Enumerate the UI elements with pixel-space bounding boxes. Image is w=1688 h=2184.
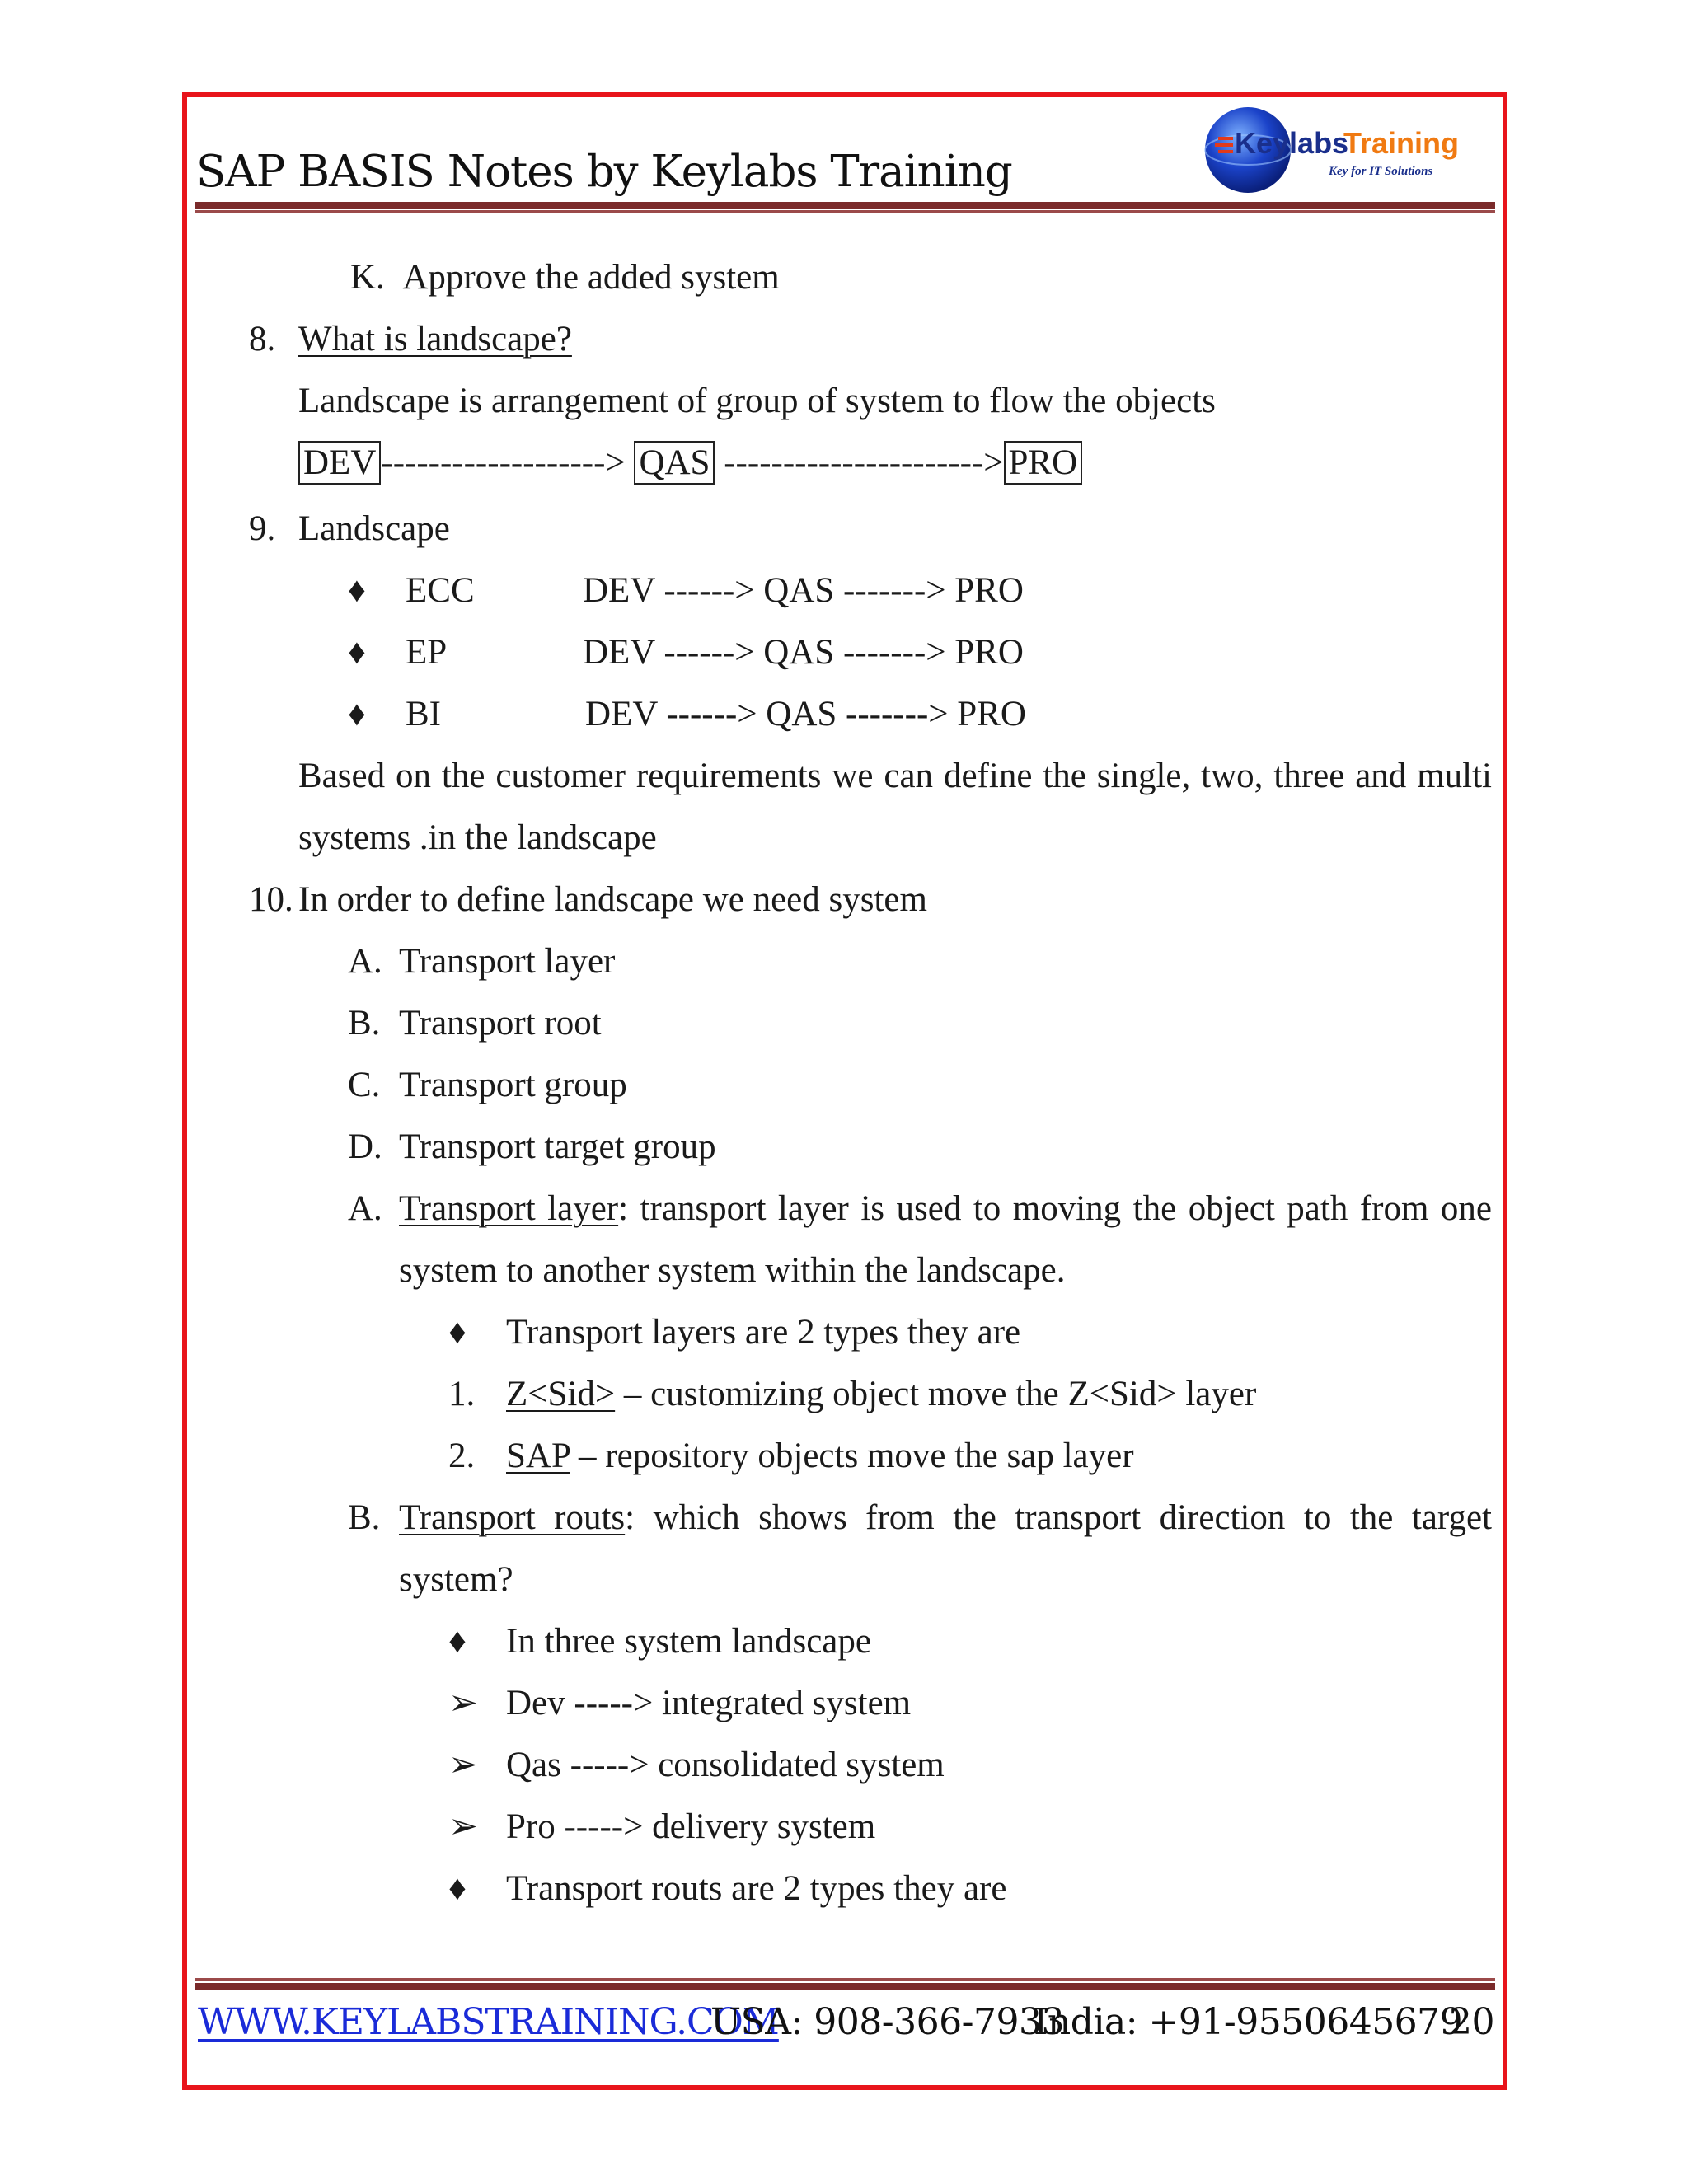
- header-rule: [195, 202, 1495, 213]
- layer-label: A.: [348, 1189, 382, 1228]
- system-item: ➢ Dev -----> integrated system: [448, 1684, 912, 1722]
- q9-title: Landscape: [298, 509, 450, 548]
- layer-type-item: 1. Z<Sid> – customizing object move the Z<Sid> layer: [448, 1375, 1257, 1413]
- q10-title: In order to define landscape we need system: [298, 880, 927, 919]
- routs-types: ♦ Transport routs are 2 types they are: [448, 1869, 1007, 1908]
- q8-body: Landscape is arrangement of group of system to flow the objects: [298, 382, 1216, 420]
- routs-label: B.: [348, 1498, 381, 1537]
- q9-number: 9.: [249, 509, 276, 548]
- need-item: B. Transport root: [348, 1004, 602, 1043]
- landscape-row: ♦ ECC DEV ------> QAS -------> PRO: [348, 571, 1024, 610]
- diamond-icon: ♦: [348, 633, 366, 672]
- page-header-title: SAP BASIS Notes by Keylabs Training: [196, 147, 1012, 197]
- layer-types: ♦ Transport layers are 2 types they are: [448, 1313, 1021, 1352]
- keylabs-logo: [1197, 99, 1461, 196]
- logo-word-training: Training: [1343, 126, 1460, 160]
- india-phone: India: +91-9550645679: [1034, 2001, 1463, 2043]
- three-system-item: ♦ In three system landscape: [448, 1622, 871, 1661]
- pro-box: PRO: [1004, 441, 1083, 485]
- arrow-bullet-icon: ➢: [448, 1807, 479, 1846]
- q10-number: 10.: [249, 880, 293, 919]
- logo-tagline: Key for IT Solutions: [1329, 165, 1433, 178]
- dev-box: DEV: [298, 441, 381, 485]
- website-link[interactable]: WWW.KEYLABSTRAINING.COM: [198, 2001, 779, 2043]
- need-item: C. Transport group: [348, 1066, 627, 1104]
- flow-arrow-1: ------------------->: [381, 443, 626, 482]
- arrow-bullet-icon: ➢: [448, 1684, 479, 1722]
- routs-line-2: system?: [399, 1560, 513, 1599]
- logo-word-keylabs: Keylabs: [1235, 126, 1349, 160]
- need-item: A. Transport layer: [348, 942, 616, 981]
- system-item: ➢ Qas -----> consolidated system: [448, 1746, 945, 1784]
- footer-rule: [195, 1978, 1495, 1990]
- q8-title: What is landscape?: [298, 320, 572, 359]
- diamond-icon: ♦: [348, 695, 366, 733]
- item-k: K. Approve the added system: [350, 258, 780, 297]
- q8-number: 8.: [249, 320, 276, 359]
- qas-box: QAS: [634, 441, 715, 485]
- diamond-icon: ♦: [348, 571, 366, 610]
- need-item: D. Transport target group: [348, 1127, 716, 1166]
- landscape-row: ♦ EP DEV ------> QAS -------> PRO: [348, 633, 1024, 672]
- layer-term: Transport layer: [399, 1189, 619, 1228]
- page-number: 20: [1449, 2001, 1494, 2043]
- diamond-icon: ♦: [448, 1622, 467, 1661]
- based-line-2: systems .in the landscape: [298, 818, 657, 857]
- based-line-1: Based on the customer requirements we can define the single, two, three and multi: [298, 757, 1492, 795]
- diamond-icon: ♦: [448, 1869, 467, 1908]
- system-item: ➢ Pro -----> delivery system: [448, 1807, 876, 1846]
- routs-term: Transport routs: [399, 1498, 626, 1537]
- layer-line-2: system to another system within the landscape.: [399, 1251, 1066, 1290]
- routs-line-1: Transport routs: which shows from the transport direction to the target: [399, 1498, 1492, 1537]
- arrow-bullet-icon: ➢: [448, 1746, 479, 1784]
- diamond-icon: ♦: [448, 1313, 467, 1352]
- usa-phone: USA: 908-366-7933: [710, 2001, 1064, 2043]
- landscape-flow: [298, 445, 1082, 480]
- landscape-row: ♦ BI DEV ------> QAS -------> PRO: [348, 695, 1026, 733]
- layer-line-1: Transport layer: transport layer is used to moving the object path from one: [399, 1189, 1492, 1228]
- flow-arrow-2: ---------------------->: [724, 443, 1004, 482]
- layer-type-item: 2. SAP – repository objects move the sap layer: [448, 1436, 1134, 1475]
